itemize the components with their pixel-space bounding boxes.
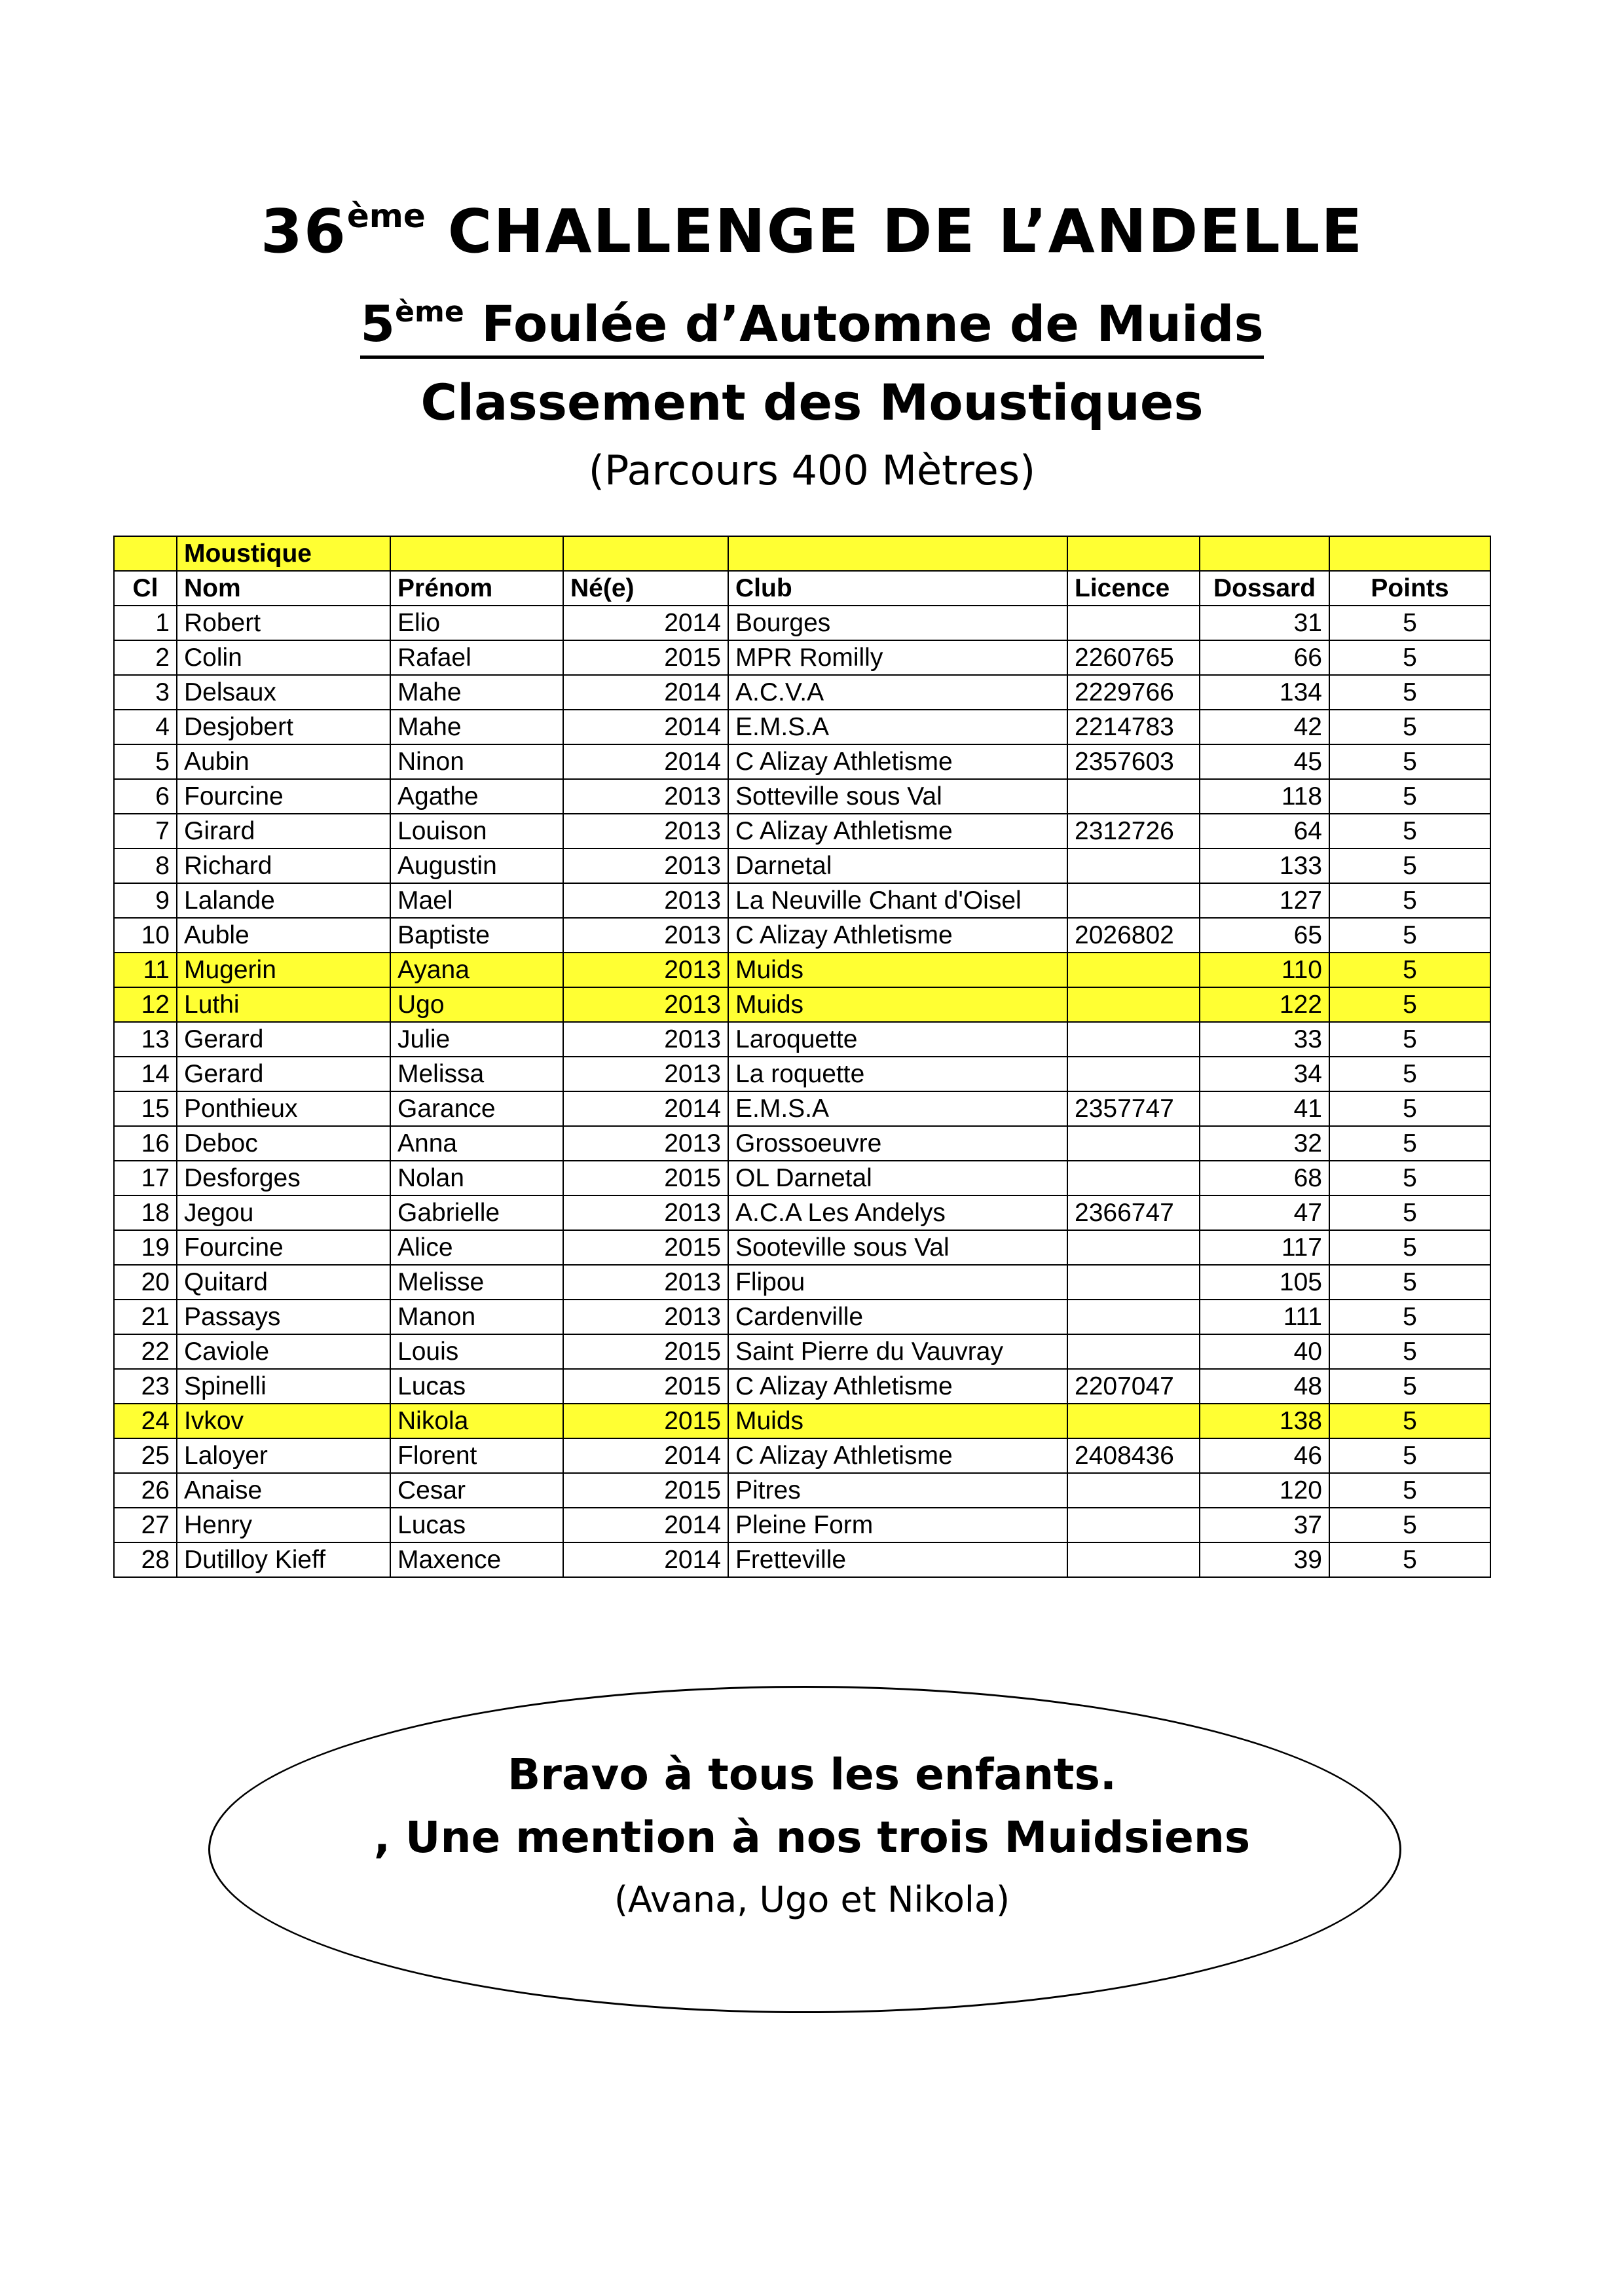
birth-year-cell: 2013 [563, 953, 728, 987]
rank-cell: 14 [114, 1057, 177, 1091]
bib-cell: 134 [1200, 675, 1329, 710]
table-row [114, 1300, 1490, 1334]
licence-cell [1067, 606, 1200, 640]
table-row [114, 1265, 1490, 1300]
bib-cell: 111 [1200, 1300, 1329, 1334]
rank-cell: 25 [114, 1438, 177, 1473]
column-header-points: Points [1329, 571, 1490, 606]
points-cell: 5 [1329, 779, 1490, 814]
firstname-cell: Elio [390, 606, 563, 640]
points-cell: 5 [1329, 1161, 1490, 1195]
event-subtitle [0, 295, 1624, 359]
points-cell: 5 [1329, 1126, 1490, 1161]
birth-year-cell: 2013 [563, 1195, 728, 1230]
club-cell: Muids [728, 953, 1067, 987]
firstname-cell: Baptiste [390, 918, 563, 953]
rank-cell: 24 [114, 1404, 177, 1438]
points-cell: 5 [1329, 1404, 1490, 1438]
rank-cell: 4 [114, 710, 177, 744]
points-cell: 5 [1329, 1195, 1490, 1230]
bib-cell: 133 [1200, 848, 1329, 883]
firstname-cell: Lucas [390, 1508, 563, 1542]
table-row [114, 883, 1490, 918]
club-cell: Cardenville [728, 1300, 1067, 1334]
birth-year-cell: 2015 [563, 1230, 728, 1265]
points-cell: 5 [1329, 744, 1490, 779]
birth-year-cell: 2014 [563, 675, 728, 710]
club-cell: La roquette [728, 1057, 1067, 1091]
licence-cell [1067, 1126, 1200, 1161]
column-header-prenom: Prénom [390, 571, 563, 606]
results-table [113, 536, 1491, 1578]
bib-cell: 46 [1200, 1438, 1329, 1473]
points-cell: 5 [1329, 675, 1490, 710]
bib-cell: 110 [1200, 953, 1329, 987]
points-cell: 5 [1329, 1438, 1490, 1473]
firstname-cell: Mael [390, 883, 563, 918]
mention-line: , Une mention à nos trois Muidsiens [373, 1812, 1251, 1863]
lastname-cell: Auble [177, 918, 390, 953]
table-row [114, 640, 1490, 675]
bib-cell: 32 [1200, 1126, 1329, 1161]
bib-cell: 138 [1200, 1404, 1329, 1438]
points-cell: 5 [1329, 710, 1490, 744]
lastname-cell: Lalande [177, 883, 390, 918]
firstname-cell: Melisse [390, 1265, 563, 1300]
subtitle-text: Foulée d’Automne de Muids [464, 295, 1264, 353]
firstname-cell: Nolan [390, 1161, 563, 1195]
club-cell: E.M.S.A [728, 710, 1067, 744]
rank-cell: 13 [114, 1022, 177, 1057]
club-cell: C Alizay Athletisme [728, 744, 1067, 779]
table-row [114, 675, 1490, 710]
licence-cell [1067, 1542, 1200, 1577]
club-cell: Bourges [728, 606, 1067, 640]
bib-cell: 37 [1200, 1508, 1329, 1542]
bib-cell: 40 [1200, 1334, 1329, 1369]
firstname-cell: Mahe [390, 675, 563, 710]
rank-cell: 6 [114, 779, 177, 814]
club-cell: A.C.A Les Andelys [728, 1195, 1067, 1230]
firstname-cell: Florent [390, 1438, 563, 1473]
birth-year-cell: 2014 [563, 710, 728, 744]
licence-cell [1067, 1022, 1200, 1057]
column-header-ne: Né(e) [563, 571, 728, 606]
table-row [114, 1438, 1490, 1473]
firstname-cell: Louison [390, 814, 563, 848]
lastname-cell: Mugerin [177, 953, 390, 987]
firstname-cell: Louis [390, 1334, 563, 1369]
firstname-cell: Garance [390, 1091, 563, 1126]
table-row [114, 1334, 1490, 1369]
points-cell: 5 [1329, 918, 1490, 953]
firstname-cell: Ugo [390, 987, 563, 1022]
rank-cell: 3 [114, 675, 177, 710]
club-cell: Pleine Form [728, 1508, 1067, 1542]
points-cell: 5 [1329, 1508, 1490, 1542]
firstname-cell: Julie [390, 1022, 563, 1057]
points-cell: 5 [1329, 987, 1490, 1022]
table-row [114, 1230, 1490, 1265]
congratulations-line: Bravo à tous les enfants. [507, 1749, 1116, 1800]
table-row [114, 1091, 1490, 1126]
bib-cell: 48 [1200, 1369, 1329, 1404]
table-row [114, 606, 1490, 640]
table-row [114, 918, 1490, 953]
club-cell: OL Darnetal [728, 1161, 1067, 1195]
rank-cell: 9 [114, 883, 177, 918]
licence-cell: 2260765 [1067, 640, 1200, 675]
lastname-cell: Gerard [177, 1022, 390, 1057]
rank-cell: 1 [114, 606, 177, 640]
bib-cell: 64 [1200, 814, 1329, 848]
club-cell: Laroquette [728, 1022, 1067, 1057]
licence-cell: 2026802 [1067, 918, 1200, 953]
bib-cell: 45 [1200, 744, 1329, 779]
rank-cell: 22 [114, 1334, 177, 1369]
birth-year-cell: 2014 [563, 744, 728, 779]
club-cell: Muids [728, 1404, 1067, 1438]
licence-cell: 2357747 [1067, 1091, 1200, 1126]
lastname-cell: Anaise [177, 1473, 390, 1508]
points-cell: 5 [1329, 1334, 1490, 1369]
bib-cell: 33 [1200, 1022, 1329, 1057]
licence-cell [1067, 1404, 1200, 1438]
bib-cell: 31 [1200, 606, 1329, 640]
lastname-cell: Fourcine [177, 779, 390, 814]
column-header-row [114, 571, 1490, 606]
lastname-cell: Passays [177, 1300, 390, 1334]
points-cell: 5 [1329, 1265, 1490, 1300]
table-row [114, 1161, 1490, 1195]
lastname-cell: Caviole [177, 1334, 390, 1369]
birth-year-cell: 2015 [563, 640, 728, 675]
lastname-cell: Jegou [177, 1195, 390, 1230]
rank-cell: 7 [114, 814, 177, 848]
rank-cell: 5 [114, 744, 177, 779]
points-cell: 5 [1329, 640, 1490, 675]
lastname-cell: Laloyer [177, 1438, 390, 1473]
rank-cell: 8 [114, 848, 177, 883]
points-cell: 5 [1329, 1369, 1490, 1404]
points-cell: 5 [1329, 1022, 1490, 1057]
birth-year-cell: 2015 [563, 1473, 728, 1508]
lastname-cell: Colin [177, 640, 390, 675]
birth-year-cell: 2013 [563, 1022, 728, 1057]
lastname-cell: Delsaux [177, 675, 390, 710]
firstname-cell: Lucas [390, 1369, 563, 1404]
points-cell: 5 [1329, 1300, 1490, 1334]
licence-cell [1067, 1057, 1200, 1091]
licence-cell: 2229766 [1067, 675, 1200, 710]
rank-cell: 19 [114, 1230, 177, 1265]
licence-cell [1067, 1230, 1200, 1265]
table-row [114, 987, 1490, 1022]
course-length: (Parcours 400 Mètres) [588, 446, 1036, 494]
table-row [114, 1195, 1490, 1230]
licence-cell [1067, 1508, 1200, 1542]
table-row [114, 1404, 1490, 1438]
lastname-cell: Ivkov [177, 1404, 390, 1438]
rank-cell: 11 [114, 953, 177, 987]
points-cell: 5 [1329, 848, 1490, 883]
club-cell: Grossoeuvre [728, 1126, 1067, 1161]
club-cell: Muids [728, 987, 1067, 1022]
club-cell: La Neuville Chant d'Oisel [728, 883, 1067, 918]
firstname-cell: Mahe [390, 710, 563, 744]
bib-cell: 47 [1200, 1195, 1329, 1230]
birth-year-cell: 2013 [563, 1126, 728, 1161]
column-header-cl: Cl [114, 571, 177, 606]
rank-cell: 23 [114, 1369, 177, 1404]
rank-cell: 16 [114, 1126, 177, 1161]
rank-cell: 28 [114, 1542, 177, 1577]
points-cell: 5 [1329, 1057, 1490, 1091]
firstname-cell: Manon [390, 1300, 563, 1334]
birth-year-cell: 2013 [563, 1300, 728, 1334]
rank-cell: 12 [114, 987, 177, 1022]
lastname-cell: Quitard [177, 1265, 390, 1300]
table-row [114, 848, 1490, 883]
licence-cell [1067, 848, 1200, 883]
bib-cell: 34 [1200, 1057, 1329, 1091]
table-row [114, 953, 1490, 987]
lastname-cell: Henry [177, 1508, 390, 1542]
points-cell: 5 [1329, 1091, 1490, 1126]
table-row [114, 1542, 1490, 1577]
column-header-licence: Licence [1067, 571, 1200, 606]
licence-cell [1067, 883, 1200, 918]
licence-cell [1067, 987, 1200, 1022]
birth-year-cell: 2014 [563, 1542, 728, 1577]
table-row [114, 1508, 1490, 1542]
firstname-cell: Gabrielle [390, 1195, 563, 1230]
points-cell: 5 [1329, 1230, 1490, 1265]
club-cell: MPR Romilly [728, 640, 1067, 675]
birth-year-cell: 2014 [563, 1091, 728, 1126]
firstname-cell: Nikola [390, 1404, 563, 1438]
table-row [114, 814, 1490, 848]
licence-cell: 2408436 [1067, 1438, 1200, 1473]
club-cell: A.C.V.A [728, 675, 1067, 710]
table-row [114, 710, 1490, 744]
firstname-cell: Maxence [390, 1542, 563, 1577]
club-cell: Sotteville sous Val [728, 779, 1067, 814]
club-cell: C Alizay Athletisme [728, 1369, 1067, 1404]
table-row [114, 1126, 1490, 1161]
column-header-club: Club [728, 571, 1067, 606]
subtitle-number: 5 [360, 295, 396, 353]
lastname-cell: Deboc [177, 1126, 390, 1161]
points-cell: 5 [1329, 814, 1490, 848]
table-row [114, 1473, 1490, 1508]
bib-cell: 122 [1200, 987, 1329, 1022]
bib-cell: 66 [1200, 640, 1329, 675]
rank-cell: 15 [114, 1091, 177, 1126]
lastname-cell: Desjobert [177, 710, 390, 744]
club-cell: Saint Pierre du Vauvray [728, 1334, 1067, 1369]
category-row [114, 536, 1490, 571]
club-cell: Flipou [728, 1265, 1067, 1300]
rank-cell: 2 [114, 640, 177, 675]
table-row [114, 779, 1490, 814]
club-cell: C Alizay Athletisme [728, 918, 1067, 953]
points-cell: 5 [1329, 606, 1490, 640]
lastname-cell: Aubin [177, 744, 390, 779]
ranking-heading: Classement des Moustiques [420, 373, 1204, 431]
licence-cell [1067, 1300, 1200, 1334]
birth-year-cell: 2013 [563, 918, 728, 953]
birth-year-cell: 2015 [563, 1334, 728, 1369]
licence-cell [1067, 1334, 1200, 1369]
club-cell: Sooteville sous Val [728, 1230, 1067, 1265]
bib-cell: 41 [1200, 1091, 1329, 1126]
club-cell: Fretteville [728, 1542, 1067, 1577]
bib-cell: 120 [1200, 1473, 1329, 1508]
licence-cell [1067, 953, 1200, 987]
page-title [0, 196, 1624, 266]
lastname-cell: Fourcine [177, 1230, 390, 1265]
mention-names: (Avana, Ugo et Nikola) [614, 1879, 1010, 1920]
club-cell: E.M.S.A [728, 1091, 1067, 1126]
firstname-cell: Cesar [390, 1473, 563, 1508]
column-header-nom: Nom [177, 571, 390, 606]
licence-cell: 2214783 [1067, 710, 1200, 744]
points-cell: 5 [1329, 883, 1490, 918]
rank-cell: 20 [114, 1265, 177, 1300]
lastname-cell: Richard [177, 848, 390, 883]
firstname-cell: Ayana [390, 953, 563, 987]
licence-cell: 2357603 [1067, 744, 1200, 779]
lastname-cell: Girard [177, 814, 390, 848]
licence-cell: 2207047 [1067, 1369, 1200, 1404]
lastname-cell: Robert [177, 606, 390, 640]
rank-cell: 10 [114, 918, 177, 953]
column-header-dossard: Dossard [1200, 571, 1329, 606]
licence-cell [1067, 1265, 1200, 1300]
birth-year-cell: 2013 [563, 1265, 728, 1300]
bib-cell: 42 [1200, 710, 1329, 744]
birth-year-cell: 2013 [563, 987, 728, 1022]
club-cell: C Alizay Athletisme [728, 814, 1067, 848]
category-label: Moustique [177, 536, 390, 571]
bib-cell: 118 [1200, 779, 1329, 814]
points-cell: 5 [1329, 1473, 1490, 1508]
firstname-cell: Augustin [390, 848, 563, 883]
birth-year-cell: 2014 [563, 1438, 728, 1473]
firstname-cell: Alice [390, 1230, 563, 1265]
bib-cell: 68 [1200, 1161, 1329, 1195]
rank-cell: 21 [114, 1300, 177, 1334]
rank-cell: 26 [114, 1473, 177, 1508]
title-text: CHALLENGE DE L’ANDELLE [425, 196, 1364, 266]
birth-year-cell: 2014 [563, 606, 728, 640]
firstname-cell: Agathe [390, 779, 563, 814]
bib-cell: 105 [1200, 1265, 1329, 1300]
rank-cell: 18 [114, 1195, 177, 1230]
birth-year-cell: 2013 [563, 1057, 728, 1091]
table-row [114, 1057, 1490, 1091]
bib-cell: 117 [1200, 1230, 1329, 1265]
licence-cell: 2366747 [1067, 1195, 1200, 1230]
licence-cell [1067, 1473, 1200, 1508]
club-cell: C Alizay Athletisme [728, 1438, 1067, 1473]
lastname-cell: Desforges [177, 1161, 390, 1195]
club-cell: Pitres [728, 1473, 1067, 1508]
bib-cell: 65 [1200, 918, 1329, 953]
rank-cell: 27 [114, 1508, 177, 1542]
points-cell: 5 [1329, 1542, 1490, 1577]
rank-cell: 17 [114, 1161, 177, 1195]
subtitle-superscript: ème [395, 295, 464, 329]
table-row [114, 744, 1490, 779]
lastname-cell: Dutilloy Kieff [177, 1542, 390, 1577]
birth-year-cell: 2015 [563, 1161, 728, 1195]
title-number: 36 [260, 196, 347, 266]
table-row [114, 1022, 1490, 1057]
club-cell: Darnetal [728, 848, 1067, 883]
bib-cell: 127 [1200, 883, 1329, 918]
licence-cell: 2312726 [1067, 814, 1200, 848]
title-superscript: ème [346, 197, 426, 235]
birth-year-cell: 2013 [563, 779, 728, 814]
birth-year-cell: 2013 [563, 883, 728, 918]
birth-year-cell: 2013 [563, 814, 728, 848]
points-cell: 5 [1329, 953, 1490, 987]
lastname-cell: Ponthieux [177, 1091, 390, 1126]
table-row [114, 1369, 1490, 1404]
firstname-cell: Anna [390, 1126, 563, 1161]
birth-year-cell: 2015 [563, 1369, 728, 1404]
firstname-cell: Melissa [390, 1057, 563, 1091]
licence-cell [1067, 1161, 1200, 1195]
birth-year-cell: 2015 [563, 1404, 728, 1438]
birth-year-cell: 2014 [563, 1508, 728, 1542]
lastname-cell: Spinelli [177, 1369, 390, 1404]
licence-cell [1067, 779, 1200, 814]
lastname-cell: Luthi [177, 987, 390, 1022]
firstname-cell: Ninon [390, 744, 563, 779]
firstname-cell: Rafael [390, 640, 563, 675]
lastname-cell: Gerard [177, 1057, 390, 1091]
birth-year-cell: 2013 [563, 848, 728, 883]
bib-cell: 39 [1200, 1542, 1329, 1577]
